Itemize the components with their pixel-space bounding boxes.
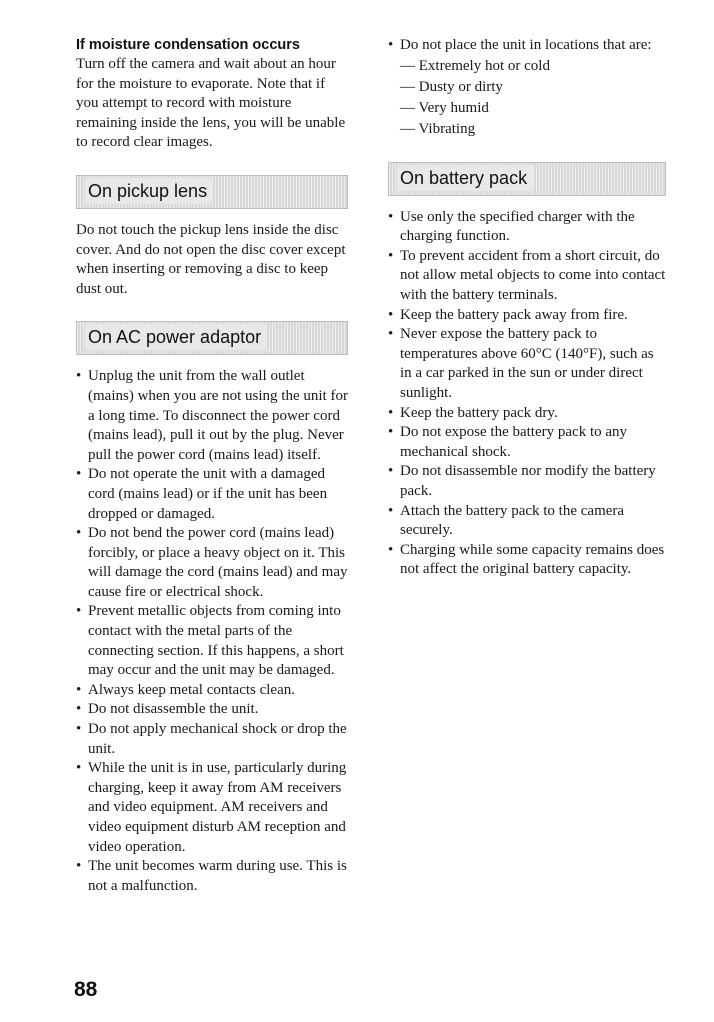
list-item: • Do not apply mechanical shock or drop the unit.: [76, 720, 348, 759]
list-item: — Vibrating: [400, 120, 476, 137]
locations-dash-list: [388, 56, 666, 140]
list-item: — Dusty or dirty: [400, 78, 503, 95]
pickup-lens-text: Do not touch the pickup lens inside the disc cover. And do not open the disc cover except when inserting or removing a disc to keep dust out.: [76, 221, 346, 297]
ac-adaptor-title: On AC power adaptor: [85, 324, 267, 350]
battery-pack-list: [388, 208, 666, 580]
list-item: • While the unit is in use, particularly during charging, keep it away from AM receivers and video equipment. AM receivers and video equipment disturb AM reception and video operation.: [76, 759, 348, 857]
list-item: • Keep the battery pack dry.: [388, 404, 666, 424]
list-item: • Do not expose the battery pack to any mechanical shock.: [388, 423, 666, 462]
list-item: • Do not bend the power cord (mains lead) forcibly, or place a heavy object on it. This will damage the cord (mains lead) and may cause fire or electrical shock.: [76, 524, 348, 602]
list-item: • Use only the specified charger with the charging function.: [388, 208, 666, 247]
list-item: — Very humid: [400, 99, 489, 116]
list-item: • Keep the battery pack away from fire.: [388, 306, 666, 326]
moisture-text: Turn off the camera and wait about an hour for the moisture to evaporate. Note that if you attempt to record with moisture remaining inside the lens, you will be unable to record clear images.: [76, 56, 346, 151]
page-number: 88: [74, 978, 98, 1001]
pickup-lens-title: On pickup lens: [85, 178, 213, 204]
locations-intro: • Do not place the unit in locations that are:: [388, 36, 666, 56]
list-item: • Never expose the battery pack to temperatures above 60°C (140°F), such as in a car parked in the sun or under direct sunlight.: [388, 325, 666, 403]
list-item: • Prevent metallic objects from coming into contact with the metal parts of the connecting section. If this happens, a short may occur and the unit may be damaged.: [76, 602, 348, 680]
list-item: • Attach the battery pack to the camera securely.: [388, 502, 666, 541]
battery-pack-banner: [388, 162, 666, 196]
list-item: • The unit becomes warm during use. This is not a malfunction.: [76, 857, 348, 896]
list-item: • To prevent accident from a short circuit, do not allow metal objects to come into contact with the battery terminals.: [388, 247, 666, 306]
list-item: — Extremely hot or cold: [400, 57, 550, 74]
left-column: [76, 36, 348, 896]
list-item: • Unplug the unit from the wall outlet (mains) when you are not using the unit for a long time. To disconnect the power cord (mains lead), pull it out by the plug. Never pull the power cord (mains lead) itself.: [76, 367, 348, 465]
battery-pack-title: On battery pack: [397, 165, 533, 191]
list-item: • Do not operate the unit with a damaged cord (mains lead) or if the unit has been dropped or damaged.: [76, 465, 348, 524]
right-column: [388, 36, 666, 580]
pickup-lens-banner: [76, 175, 348, 209]
locations-list: [388, 36, 666, 56]
list-item: • Do not disassemble nor modify the battery pack.: [388, 462, 666, 501]
list-item: • Always keep metal contacts clean.: [76, 681, 348, 701]
list-item: • Do not disassemble the unit.: [76, 700, 348, 720]
ac-adaptor-list: [76, 367, 348, 896]
list-item: • Charging while some capacity remains does not affect the original battery capacity.: [388, 541, 666, 580]
ac-adaptor-banner: [76, 321, 348, 355]
moisture-heading: If moisture condensation occurs: [76, 37, 300, 53]
